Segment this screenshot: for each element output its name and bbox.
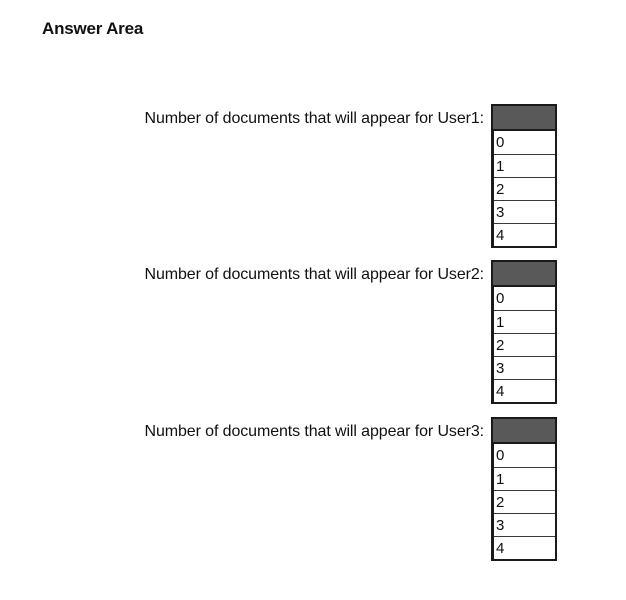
question-user1 (0, 104, 626, 254)
dropdown-option-0[interactable]: 0 (496, 290, 505, 307)
dropdown-option-1[interactable]: 1 (494, 154, 555, 177)
dropdown-option-1[interactable]: 1 (494, 310, 555, 333)
dropdown-option-2[interactable]: 2 (494, 333, 555, 356)
dropdown-option-4[interactable]: 4 (494, 223, 555, 246)
dropdown-option-3[interactable]: 3 (494, 513, 555, 536)
question-label-user2: Number of documents that will appear for User2: (144, 266, 484, 283)
dropdown-option-3[interactable]: 3 (494, 200, 555, 223)
question-user3 (0, 417, 626, 567)
dropdown-options-user2 (493, 287, 555, 402)
dropdown-option-0[interactable]: 0 (496, 447, 505, 464)
dropdown-header-user2[interactable] (493, 262, 555, 287)
dropdown-option-4[interactable]: 4 (494, 379, 555, 402)
dropdown-option-2[interactable]: 2 (494, 177, 555, 200)
dropdown-user2[interactable] (491, 260, 557, 404)
dropdown-options-user3 (493, 444, 555, 559)
question-label-user3: Number of documents that will appear for User3: (144, 423, 484, 440)
dropdown-option-4[interactable]: 4 (494, 536, 555, 559)
dropdown-user3[interactable] (491, 417, 557, 561)
dropdown-option-2[interactable]: 2 (494, 490, 555, 513)
answer-area-title: Answer Area (42, 19, 144, 38)
dropdown-header-user1[interactable] (493, 106, 555, 131)
dropdown-option-0[interactable]: 0 (496, 134, 505, 151)
question-user2 (0, 260, 626, 410)
dropdown-user1[interactable] (491, 104, 557, 248)
dropdown-options-user1 (493, 131, 555, 246)
dropdown-option-3[interactable]: 3 (494, 356, 555, 379)
dropdown-option-1[interactable]: 1 (494, 467, 555, 490)
question-label-user1: Number of documents that will appear for User1: (144, 110, 484, 127)
dropdown-header-user3[interactable] (493, 419, 555, 444)
